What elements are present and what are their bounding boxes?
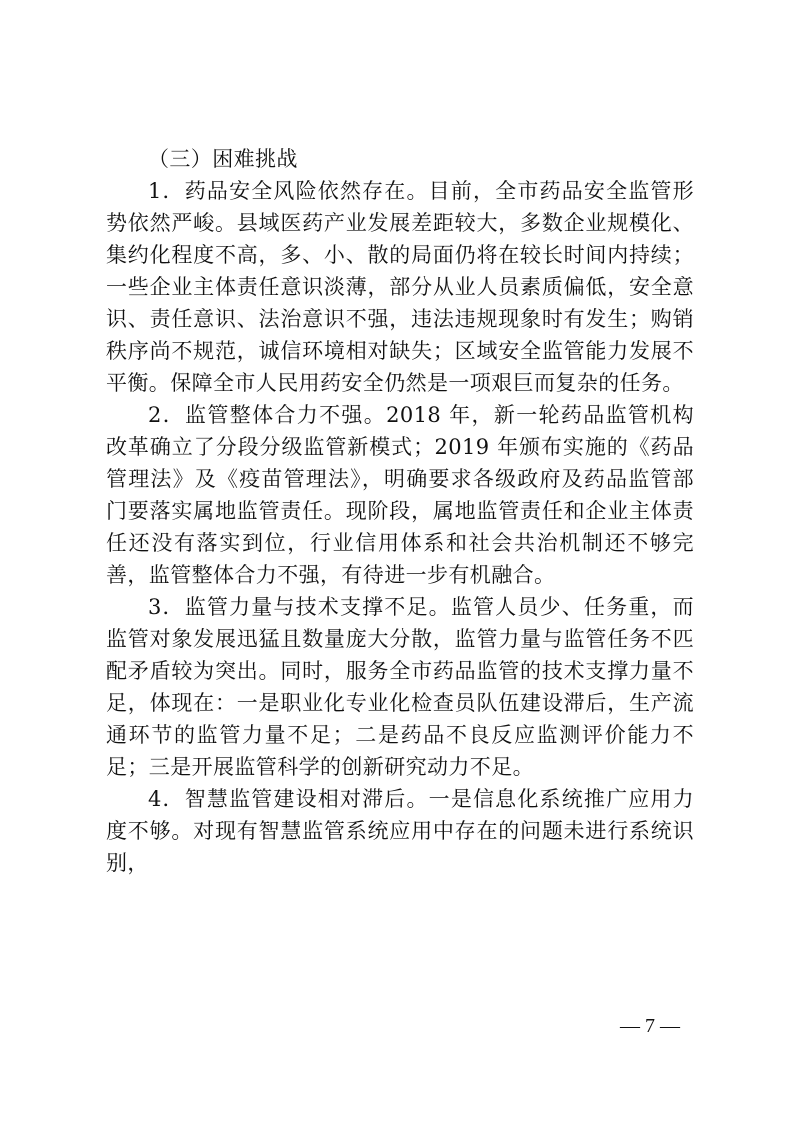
section-heading: （三）困难挑战 <box>148 147 298 171</box>
paragraph-technical-support: 3．监管力量与技术支撑不足。监管人员少、任务重，而监管对象发展迅猛且数量庞大分散，监管力量与监管任务不匹配矛盾较为突出。同时，服务全市药品监管的技术支撑力量不足，体现在：一是职业化专业化检查员队伍建设滞后，生产流通环节的监管力量不足；二是药品不良反应监测评价能力不足；三是开展监管科学的创新研究动力不足。 <box>106 595 694 779</box>
paragraph-drug-safety-risk: 1．药品安全风险依然存在。目前，全市药品安全监管形势依然严峻。县域医药产业发展差距较大，多数企业规模化、集约化程度不高，多、小、散的局面仍将在较长时间内持续；一些企业主体责任意识淡薄，部分从业人员素质偏低，安全意识、责任意识、法治意识不强，违法违规现象时有发生；购销秩序尚不规范，诚信环境相对缺失；区域安全监管能力发展不平衡。保障全市人民用药安全仍然是一项艰巨而复杂的任务。 <box>106 179 694 395</box>
document-body <box>106 143 694 879</box>
paragraph-supervision-synergy: 2．监管整体合力不强。2018 年，新一轮药品监管机构改革确立了分段分级监管新模式；2019 年颁布实施的《药品管理法》及《疫苗管理法》，明确要求各级政府及药品监管部门要落实属地监管责任。现阶段，属地监管责任和企业主体责任还没有落实到位，行业信用体系和社会共治机制还不够完善，监管整体合力不强，有待进一步有机融合。 <box>106 403 694 587</box>
paragraph-smart-supervision: 4．智慧监管建设相对滞后。一是信息化系统推广应用力度不够。对现有智慧监管系统应用中存在的问题未进行系统识别， <box>106 787 694 875</box>
page-number: — 7 — <box>620 1015 680 1037</box>
